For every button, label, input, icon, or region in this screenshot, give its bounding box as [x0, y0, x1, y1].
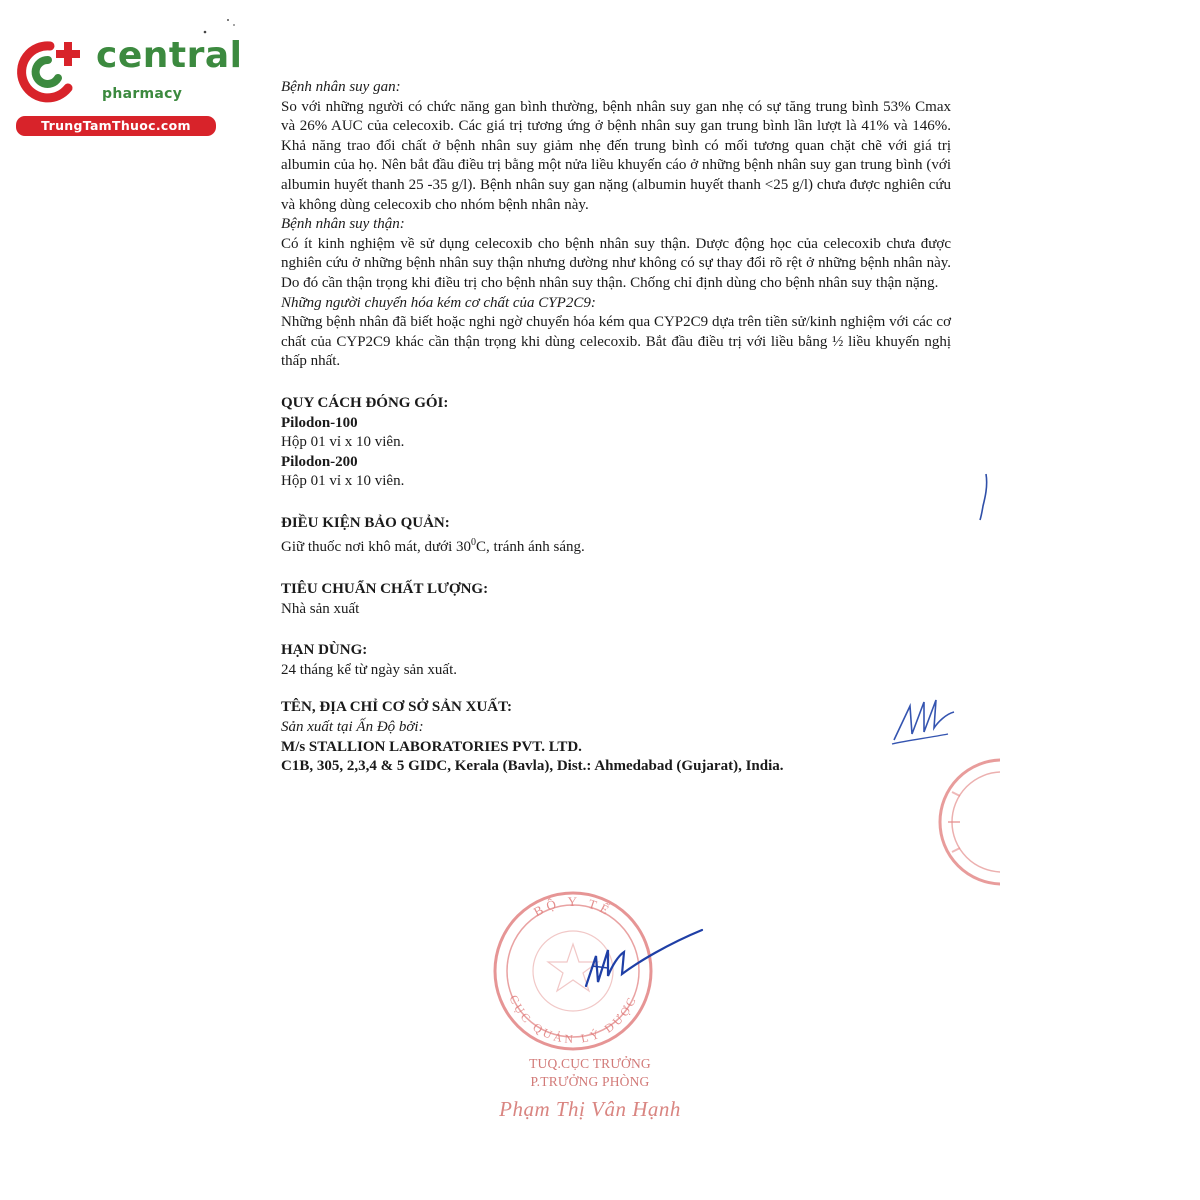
seal-bottom-text: CỤC QUẢN LÝ DƯỢC: [506, 992, 640, 1047]
quality-heading: TIÊU CHUẨN CHẤT LƯỢNG:: [281, 581, 489, 598]
signature-block: [480, 1055, 700, 1122]
storage-text: Giữ thuốc nơi khô mát, dưới $30^0C$, tránh ánh sáng.: [281, 537, 585, 556]
margin-signature-stroke: [976, 472, 992, 522]
pilodon-200-pack: Hộp 01 vỉ x 10 viên.: [281, 473, 405, 490]
partial-seal-stamp: [930, 752, 1000, 892]
manufacturer-heading: TÊN, ĐỊA CHỈ CƠ SỞ SẢN XUẤT:: [281, 699, 513, 716]
seal-top-text: BỘ Y TẾ: [531, 893, 616, 920]
expiry-text: 24 tháng kể từ ngày sản xuất.: [281, 661, 458, 678]
brand-name: central: [96, 35, 243, 76]
brand-logo: [10, 35, 243, 136]
leaflet-body: [281, 78, 951, 777]
scan-specks: [196, 16, 246, 38]
cyp-text: Những bệnh nhân đã biết hoặc nghi ngờ chuyển hóa kém qua CYP2C9 dựa trên tiền sử/kinh nghiệm với các cơ chất của CYP2C9 khác cần thận trọng khi dùng celecoxib. Bắt đầu điều trị với liều bằng ½ liều khuyến nghị thấp nhất.: [281, 314, 951, 370]
signature-title-line-2: P.TRƯỞNG PHÒNG: [530, 1074, 650, 1089]
cyp-heading: Những người chuyển hóa kém cơ chất của CYP2C9:: [281, 294, 596, 311]
kidney-text: Có ít kinh nghiệm về sử dụng celecoxib cho bệnh nhân suy thận. Dược động học của celecoxib chưa được nghiên cứu ở những bệnh nhân suy thận nhưng dường như không có sự thay đổi rõ rệt ở những bệnh nhân này. Do đó cần thận trọng khi điều trị cho bệnh nhân suy thận. Chống chỉ định dùng cho bệnh nhân suy thận nặng.: [281, 235, 951, 291]
svg-text:CỤC QUẢN LÝ DƯỢC: [506, 993, 639, 1046]
director-signature: [578, 926, 708, 996]
kidney-heading: Bệnh nhân suy thận:: [281, 216, 405, 233]
initials-signature: [888, 688, 960, 748]
central-pharmacy-logo-icon: [10, 36, 90, 106]
quality-text: Nhà sản xuất: [281, 600, 360, 617]
liver-heading: Bệnh nhân suy gan:: [281, 79, 401, 95]
brand-url-badge: TrungTamThuoc.com: [16, 116, 216, 136]
pilodon-100-pack: Hộp 01 vỉ x 10 viên.: [281, 434, 405, 451]
pilodon-200-name: Pilodon-200: [281, 453, 358, 470]
packaging-heading: QUY CÁCH ĐÓNG GÓI:: [281, 394, 449, 411]
liver-text: So với những người có chức năng gan bình thường, bệnh nhân suy gan nhẹ có sự tăng trung bình 53% Cmax và 26% AUC của celecoxib. Các giá trị tương ứng ở bệnh nhân suy gan trung bình lần lượt là 41% và 146%. Khả năng trao đổi chất ở bệnh nhân suy giảm nhẹ đến trung bình có mối tương quan chặt chẽ với giá trị albumin của họ. Nên bắt đầu điều trị bằng một nửa liều khuyến cáo ở những bệnh nhân suy gan trung bình (với albumin huyết thanh 25 -35 g/l). Bệnh nhân suy gan nặng (albumin huyết thanh <25 g/l) chưa được nghiên cứu và không dùng celecoxib cho nhóm bệnh nhân này.: [281, 98, 951, 213]
manufacturer-company: M/s STALLION LABORATORIES PVT. LTD.: [281, 738, 582, 755]
signature-title-line-1: TUQ.CỤC TRƯỞNG: [529, 1056, 651, 1071]
manufacturer-address: C1B, 305, 2,3,4 & 5 GIDC, Kerala (Bavla), Dist.: Ahmedabad (Gujarat), India.: [281, 758, 784, 775]
brand-subtitle: pharmacy: [102, 86, 183, 102]
degree-superscript: 0: [471, 537, 477, 549]
signatory-name: Phạm Thị Vân Hạnh: [499, 1097, 681, 1121]
storage-heading: ĐIỀU KIỆN BẢO QUẢN:: [281, 514, 450, 531]
pilodon-100-name: Pilodon-100: [281, 414, 358, 431]
made-in-text: Sản xuất tại Ấn Độ bởi:: [281, 719, 424, 736]
expiry-heading: HẠN DÙNG:: [281, 642, 368, 659]
